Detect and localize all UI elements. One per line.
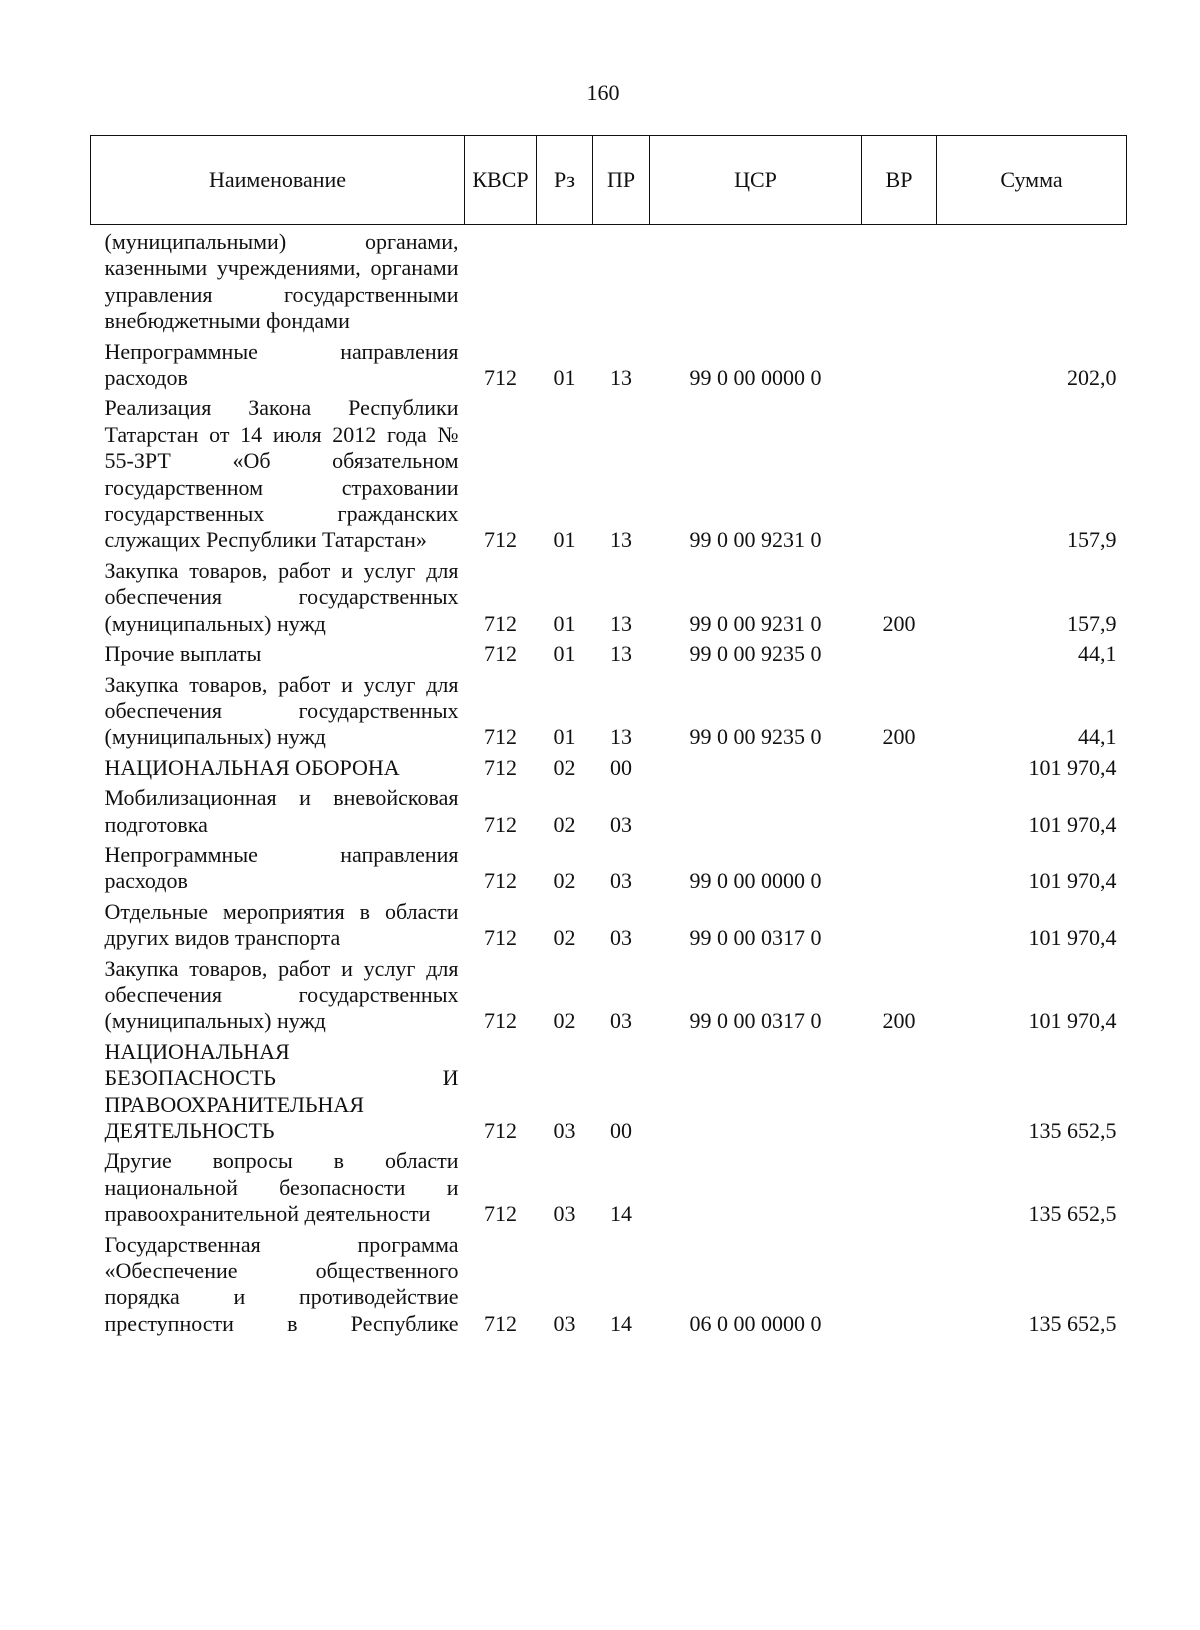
cell-pr: 03	[610, 1008, 632, 1034]
header-rz: Рз	[537, 136, 593, 225]
cell-csr: 06 0 00 0000 0	[689, 1310, 822, 1336]
cell-rz: 01	[553, 365, 576, 391]
cell-vr	[862, 637, 937, 667]
cell-pr: 14	[610, 1310, 632, 1336]
cell-pr: 00	[610, 1118, 632, 1143]
cell-sum: 101 970,4	[1028, 754, 1117, 780]
cell-vr	[862, 1228, 937, 1338]
cell-kvsr: 712	[484, 925, 517, 951]
cell-csr	[650, 1144, 862, 1227]
table-row	[91, 637, 1127, 667]
cell-rz: 02	[553, 1008, 576, 1034]
cell-csr: 99 0 00 9231 0	[689, 527, 822, 553]
cell-kvsr: 712	[484, 868, 517, 894]
table-row	[91, 335, 1127, 392]
cell-pr: 13	[610, 641, 632, 667]
cell-name: НАЦИОНАЛЬНАЯ БЕЗОПАСНОСТЬ И ПРАВООХРАНИТЕЛЬНАЯ ДЕЯТЕЛЬНОСТЬ	[104, 1038, 459, 1143]
cell-csr: 99 0 00 0000 0	[689, 365, 822, 391]
cell-csr	[650, 781, 862, 838]
cell-csr: 99 0 00 0317 0	[689, 925, 822, 951]
cell-rz: 02	[553, 811, 576, 837]
table-row	[91, 952, 1127, 1035]
cell-sum: 101 970,4	[1028, 925, 1117, 951]
cell-pr: 13	[610, 724, 632, 750]
cell-sum: 157,9	[1067, 610, 1117, 636]
cell-sum: 157,9	[1067, 527, 1117, 553]
header-name: Наименование	[91, 136, 465, 225]
cell-sum: 44,1	[1078, 724, 1117, 750]
cell-pr: 03	[610, 925, 632, 951]
cell-name: Реализация Закона Республики Татарстан от 14 июля 2012 года № 55-ЗРТ «Об обязательном государственном страховании государственных гражданских служащих Республики Татарстан»	[104, 395, 459, 553]
cell-csr: 99 0 00 0000 0	[689, 868, 822, 894]
cell-name: Отдельные мероприятия в области других видов транспорта	[104, 898, 459, 951]
cell-kvsr: 712	[484, 811, 517, 837]
cell-rz: 03	[553, 1310, 576, 1336]
cell-pr: 03	[610, 811, 632, 837]
cell-vr	[862, 1035, 937, 1145]
cell-vr: 200	[882, 724, 916, 750]
cell-kvsr: 712	[484, 641, 517, 667]
cell-sum: 135 652,5	[1028, 1310, 1117, 1336]
cell-pr: 14	[610, 1201, 632, 1227]
cell-csr: 99 0 00 9235 0	[689, 641, 822, 667]
cell-kvsr: 712	[484, 610, 517, 636]
cell-csr	[650, 1035, 862, 1145]
cell-pr: 13	[610, 365, 632, 391]
table-row	[91, 554, 1127, 637]
cell-rz: 01	[553, 527, 576, 553]
page-number: 160	[586, 80, 620, 105]
cell-name: (муниципальными) органами, казенными учреждениями, органами управления государственными внебюджетными фондами	[104, 229, 459, 334]
cell-pr: 03	[610, 868, 632, 894]
cell-sum: 202,0	[1067, 365, 1117, 391]
cell-kvsr: 712	[484, 754, 517, 780]
cell-name: Государственная программа «Обеспечение общественного порядка и противодействие преступности в Республике	[104, 1231, 459, 1336]
cell-sum: 101 970,4	[1028, 1008, 1117, 1034]
cell-name: Закупка товаров, работ и услуг для обеспечения государственных (муниципальных) нужд	[104, 955, 459, 1034]
cell-name: Непрограммные направления расходов	[104, 841, 459, 894]
header-pr: ПР	[593, 136, 650, 225]
cell-name: Прочие выплаты	[104, 641, 262, 667]
table-row	[91, 838, 1127, 895]
cell-name: Непрограммные направления расходов	[104, 338, 459, 391]
header-sum: Сумма	[937, 136, 1127, 225]
budget-table	[90, 135, 1127, 1337]
cell-sum: 101 970,4	[1028, 868, 1117, 894]
cell-csr: 99 0 00 0317 0	[689, 1008, 822, 1034]
cell-vr	[862, 335, 937, 392]
cell-rz: 02	[553, 868, 576, 894]
cell-sum: 135 652,5	[1028, 1201, 1117, 1227]
cell-pr: 13	[610, 527, 632, 553]
table-row	[91, 225, 1127, 335]
cell-name: Закупка товаров, работ и услуг для обеспечения государственных (муниципальных) нужд	[104, 557, 459, 636]
cell-sum: 101 970,4	[1028, 811, 1117, 837]
cell-rz: 03	[553, 1201, 576, 1227]
table-row	[91, 668, 1127, 751]
table-row	[91, 895, 1127, 952]
cell-kvsr: 712	[484, 527, 517, 553]
cell-kvsr	[465, 225, 537, 335]
cell-vr: 200	[882, 1008, 916, 1034]
cell-sum: 44,1	[1078, 641, 1117, 667]
cell-pr: 00	[610, 754, 632, 780]
cell-kvsr: 712	[484, 1201, 517, 1227]
cell-kvsr: 712	[484, 365, 517, 391]
cell-csr: 99 0 00 9231 0	[689, 610, 822, 636]
cell-name: Другие вопросы в области национальной безопасности и правоохранительной деятельности	[104, 1148, 459, 1227]
cell-kvsr: 712	[484, 724, 517, 750]
cell-vr	[862, 391, 937, 553]
cell-csr	[650, 225, 862, 335]
header-csr: ЦСР	[650, 136, 862, 225]
cell-vr	[862, 895, 937, 952]
cell-name: НАЦИОНАЛЬНАЯ ОБОРОНА	[104, 754, 400, 780]
cell-vr: 200	[882, 610, 916, 636]
cell-vr	[862, 1144, 937, 1227]
cell-rz: 01	[553, 724, 576, 750]
cell-sum	[937, 225, 1127, 335]
table-row	[91, 1144, 1127, 1227]
cell-name: Мобилизационная и вневойсковая подготовка	[104, 785, 459, 837]
cell-rz	[537, 225, 593, 335]
table-row	[91, 1035, 1127, 1145]
table-row	[91, 751, 1127, 781]
cell-vr	[862, 781, 937, 838]
cell-kvsr: 712	[484, 1118, 517, 1143]
table-row	[91, 391, 1127, 553]
cell-pr: 13	[610, 610, 632, 636]
cell-sum: 135 652,5	[1028, 1118, 1117, 1143]
cell-csr	[650, 751, 862, 781]
table-row	[91, 1228, 1127, 1338]
cell-rz: 01	[553, 610, 576, 636]
cell-rz: 01	[553, 641, 576, 667]
cell-pr	[593, 225, 650, 335]
cell-rz: 02	[553, 754, 576, 780]
cell-vr	[862, 225, 937, 335]
cell-csr: 99 0 00 9235 0	[689, 724, 822, 750]
table-row	[91, 781, 1127, 838]
table-header	[91, 136, 1127, 225]
header-row	[91, 136, 1127, 225]
cell-kvsr: 712	[484, 1008, 517, 1034]
cell-vr	[862, 838, 937, 895]
cell-vr	[862, 751, 937, 781]
cell-name: Закупка товаров, работ и услуг для обеспечения государственных (муниципальных) нужд	[104, 671, 459, 750]
cell-rz: 03	[553, 1118, 576, 1143]
cell-kvsr: 712	[484, 1310, 517, 1336]
cell-rz: 02	[553, 925, 576, 951]
header-vr: ВР	[862, 136, 937, 225]
header-kvsr: КВСР	[465, 136, 537, 225]
table-body	[91, 225, 1127, 1338]
